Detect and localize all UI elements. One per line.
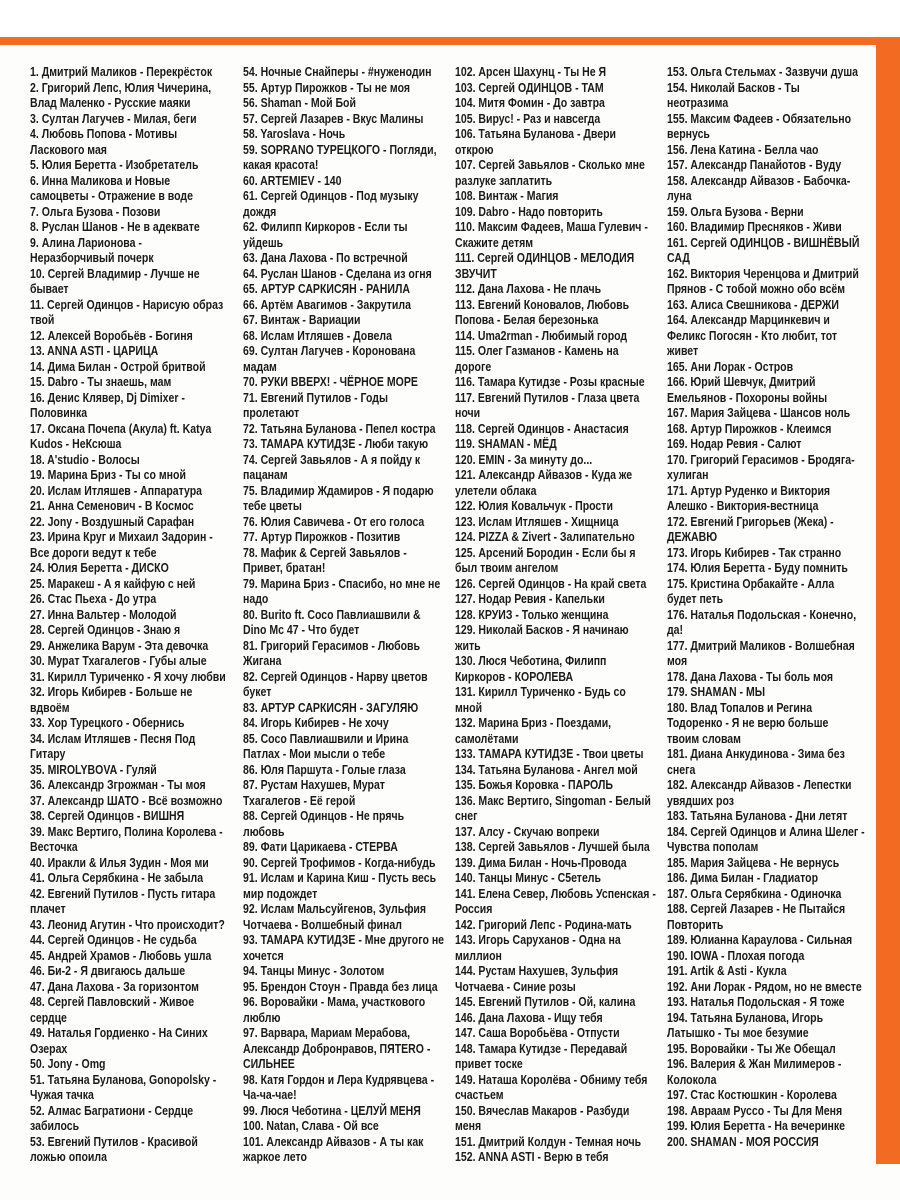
song-entry: 117. Евгений Путилов - Глаза цвета ночи: [455, 389, 640, 420]
song-entry: 108. Винтаж - Магия: [455, 188, 559, 203]
song-entry: 29. Анжелика Варум - Эта девочка: [30, 637, 209, 653]
song-entry: 115. Олег Газманов - Камень на дороге: [455, 343, 619, 374]
song-entry: 163. Алиса Свешникова - ДЕРЖИ: [667, 296, 839, 312]
song-entry: 39. Макс Вертиго, Полина Королева - Весточка: [30, 823, 223, 854]
song-entry: 121. Александр Айвазов - Куда же улетели облака: [455, 467, 633, 498]
song-entry: 41. Ольга Серябкина - Не забыла: [30, 870, 204, 885]
song-entry: 90. Сергей Трофимов - Когда-нибудь: [243, 854, 436, 870]
song-entry: 97. Варвара, Мариам Мерабова, Александр Добронравов, ПЯТЕRO - СИЛЬНЕЕ: [243, 1025, 431, 1071]
song-entry: 25. Маракеш - А я кайфую с ней: [30, 575, 196, 591]
song-entry: 110. Максим Фадеев, Маша Гулевич - Скажите детям: [455, 219, 648, 250]
song-entry: 179. SHAMAN - МЫ: [667, 684, 766, 699]
song-entry: 33. Хор Турецкого - Обернись: [30, 715, 185, 730]
song-entry: 100. Natan, Слава - Ой все: [243, 1118, 379, 1133]
song-entry: 172. Евгений Григорьев (Жека) - ДЕЖАВЮ: [667, 513, 834, 544]
song-entry: 147. Саша Воробьёва - Отпусти: [455, 1025, 620, 1040]
song-entry: 174. Юлия Беретта - Буду помнить: [667, 560, 848, 575]
song-entry: 170. Григорий Герасимов - Бродяга- хулиган: [667, 451, 855, 482]
song-entry: 23. Ирина Круг и Михаил Задорин - Все дороги ведут к тебе: [30, 529, 213, 560]
song-column-3: [455, 64, 667, 1165]
song-entry: 171. Артур Руденко и Виктория Алешко - Виктория-вестница: [667, 482, 831, 513]
song-entry: 178. Дана Лахова - Ты боль моя: [667, 668, 834, 684]
song-entry: 34. Ислам Итляшев - Песня Под Гитару: [30, 730, 196, 761]
song-entry: 44. Сергей Одинцов - Не судьба: [30, 932, 197, 947]
song-entry: 12. Алексей Воробьёв - Богиня: [30, 327, 193, 343]
song-entry: 26. Стас Пьеха - До утра: [30, 591, 157, 606]
song-entry: 27. Инна Вальтер - Молодой: [30, 606, 177, 622]
song-entry: 36. Александр Згрожман - Ты моя: [30, 777, 206, 792]
song-entry: 156. Лена Катина - Белла чао: [667, 141, 819, 157]
song-entry: 159. Ольга Бузова - Верни: [667, 203, 804, 219]
song-entry: 189. Юлианна Караулова - Сильная: [667, 932, 853, 947]
song-entry: 16. Денис Клявер, Dj Dimixer - Половинка: [30, 389, 185, 420]
song-entry: 67. Винтаж - Вариации: [243, 312, 361, 327]
song-entry: 135. Божья Коровка - ПАРОЛЬ: [455, 777, 613, 792]
song-entry: 11. Сергей Одинцов - Нарисую образ твой: [30, 296, 224, 327]
song-entry: 62. Филипп Киркоров - Если ты уйдешь: [243, 219, 408, 250]
song-entry: 94. Танцы Минус - Золотом: [243, 963, 385, 978]
song-entry: 22. Jony - Воздушный Сарафан: [30, 513, 195, 529]
song-entry: 148. Тамара Кутидзе - Передавай привет тоске: [455, 1040, 628, 1071]
song-column-1: [30, 64, 242, 1165]
song-entry: 128. КРУИЗ - Только женщина: [455, 606, 609, 622]
song-entry: 164. Александр Марцинкевич и Феликс Погосян - Кто любит, тот живет: [667, 312, 838, 358]
song-entry: 158. Александр Айвазов - Бабочка- луна: [667, 172, 851, 203]
song-entry: 31. Кирилл Туриченко - Я хочу любви: [30, 668, 226, 684]
song-entry: 152. ANNA ASTI - Верю в тебя: [455, 1149, 609, 1164]
song-entry: 118. Сергей Одинцов - Анастасия: [455, 420, 629, 436]
song-entry: 182. Александр Айвазов - Лепестки увядших роз: [667, 777, 852, 808]
song-entry: 144. Рустам Нахушев, Зульфия Чотчаева - Синие розы: [455, 963, 619, 994]
song-entry: 57. Сергей Лазарев - Вкус Малины: [243, 110, 424, 126]
song-entry: 10. Сергей Владимир - Лучше не бывает: [30, 265, 200, 296]
song-entry: 99. Люся Чеботина - ЦЕЛУЙ МЕНЯ: [243, 1102, 421, 1118]
song-entry: 154. Николай Басков - Ты неотразима: [667, 79, 800, 110]
song-entry: 139. Дима Билан - Ночь-Провода: [455, 854, 627, 870]
song-entry: 42. Евгений Путилов - Пусть гитара плачет: [30, 885, 216, 916]
song-entry: 63. Дана Лахова - По встречной: [243, 250, 408, 265]
song-entry: 155. Максим Фадеев - Обязательно вернусь: [667, 110, 852, 141]
song-entry: 13. ANNA ASTI - ЦАРИЦА: [30, 343, 159, 358]
song-entry: 92. Ислам Мальсуйгенов, Зульфия Чотчаева - Волшебный финал: [243, 901, 427, 932]
song-entry: 165. Ани Лорак - Остров: [667, 358, 794, 374]
song-entry: 3. Султан Лагучев - Милая, беги: [30, 110, 197, 126]
song-entry: 124. PIZZA & Zivert - Залипательно: [455, 529, 635, 544]
song-entry: 185. Мария Зайцева - Не вернусь: [667, 854, 840, 870]
song-entry: 125. Арсений Бородин - Если бы я был твоим ангелом: [455, 544, 636, 575]
song-entry: 69. Султан Лагучев - Коронована мадам: [243, 343, 416, 374]
song-entry: 95. Брендон Стоун - Правда без лица: [243, 978, 438, 994]
song-entry: 58. Yaroslava - Ночь: [243, 126, 346, 141]
song-entry: 61. Сергей Одинцов - Под музыку дождя: [243, 188, 419, 219]
song-entry: 54. Ночные Снайперы - #нуженодин: [243, 64, 432, 79]
orange-frame-right: [876, 37, 900, 1164]
song-entry: 43. Леонид Агутин - Что происходит?: [30, 916, 225, 932]
song-entry: 32. Игорь Кибирев - Больше не вдвоём: [30, 684, 193, 715]
song-entry: 83. АРТУР САРКИСЯН - ЗАГУЛЯЮ: [243, 699, 419, 715]
song-entry: 101. Александр Айвазов - А ты как жаркое лето: [243, 1133, 424, 1164]
song-entry: 37. Александр ШАТО - Всё возможно: [30, 792, 223, 808]
song-entry: 113. Евгений Коновалов, Любовь Попова - Белая березонька: [455, 296, 630, 327]
song-entry: 168. Артур Пирожков - Клеимся: [667, 420, 832, 436]
song-entry: 98. Катя Гордон и Лера Кудрявцева - Ча-ча-чае!: [243, 1071, 435, 1102]
song-entry: 122. Юлия Ковальчук - Прости: [455, 498, 613, 513]
song-entry: 18. A'studio - Волосы: [30, 451, 140, 467]
song-entry: 7. Ольга Бузова - Позови: [30, 203, 161, 219]
song-entry: 96. Воровайки - Мама, участкового люблю: [243, 994, 426, 1025]
song-entry: 191. Artik & Asti - Кукла: [667, 963, 787, 978]
song-entry: 167. Мария Зайцева - Шансов ноль: [667, 405, 851, 420]
song-entry: 38. Сергей Одинцов - ВИШНЯ: [30, 808, 185, 823]
song-entry: 47. Дана Лахова - За горизонтом: [30, 978, 199, 994]
song-entry: 162. Виктория Черенцова и Дмитрий Прянов - С тобой можно обо всём: [667, 265, 859, 296]
song-column-4: [667, 64, 879, 1149]
song-entry: 1. Дмитрий Маликов - Перекрёсток: [30, 64, 213, 79]
song-entry: 5. Юлия Беретта - Изобретатель: [30, 157, 199, 172]
song-entry: 197. Стас Костюшкин - Королева: [667, 1087, 837, 1102]
song-entry: 160. Владимир Пресняков - Живи: [667, 219, 842, 234]
song-entry: 143. Игорь Саруханов - Одна на миллион: [455, 932, 621, 963]
song-entry: 102. Арсен Шахунц - Ты Не Я: [455, 64, 607, 79]
song-entry: 151. Дмитрий Колдун - Темная ночь: [455, 1133, 642, 1149]
song-entry: 195. Воровайки - Ты Же Обещал: [667, 1040, 836, 1056]
song-entry: 199. Юлия Беретта - На вечеринке: [667, 1118, 846, 1133]
song-entry: 183. Татьяна Буланова - Дни летят: [667, 808, 848, 823]
song-entry: 28. Сергей Одинцов - Знаю я: [30, 622, 181, 637]
song-entry: 68. Ислам Итляшев - Довела: [243, 327, 392, 343]
song-entry: 112. Дана Лахова - Не плачь: [455, 281, 602, 296]
song-entry: 107. Сергей Завьялов - Сколько мне разлуке заплатить: [455, 157, 645, 188]
song-entry: 126. Сергей Одинцов - На край света: [455, 575, 647, 591]
song-entry: 77. Артур Пирожков - Позитив: [243, 529, 401, 544]
song-entry: 4. Любовь Попова - Мотивы Ласкового мая: [30, 126, 178, 157]
song-entry: 184. Сергей Одинцов и Алина Шелег - Чувства пополам: [667, 823, 865, 854]
song-entry: 76. Юлия Савичева - От его голоса: [243, 513, 425, 529]
song-entry: 66. Артём Авагимов - Закрутила: [243, 296, 411, 312]
song-entry: 45. Андрей Храмов - Любовь ушла: [30, 947, 212, 963]
song-entry: 52. Алмас Багратиони - Сердце забилось: [30, 1102, 194, 1133]
song-entry: 196. Валерия & Жан Милимеров - Колокола: [667, 1056, 842, 1087]
song-entry: 103. Сергей ОДИНЦОВ - ТАМ: [455, 79, 604, 95]
song-entry: 193. Наталья Подольская - Я тоже: [667, 994, 845, 1009]
song-entry: 89. Фати Царикаева - СТЕРВА: [243, 839, 398, 854]
song-entry: 75. Владимир Ждамиров - Я подарю тебе цветы: [243, 482, 434, 513]
song-entry: 157. Александр Панайотов - Вуду: [667, 157, 842, 172]
song-column-2: [243, 64, 455, 1165]
song-entry: 20. Ислам Итляшев - Аппаратура: [30, 482, 203, 498]
song-entry: 24. Юлия Беретта - ДИСКО: [30, 560, 169, 575]
song-entry: 169. Нодар Ревия - Салют: [667, 436, 802, 451]
song-entry: 180. Влад Топалов и Регина Тодоренко - Я не верю больше твоим словам: [667, 699, 829, 746]
song-entry: 149. Наташа Королёва - Обниму тебя счастьем: [455, 1071, 648, 1102]
song-entry: 79. Марина Бриз - Спасибо, но мне не надо: [243, 575, 441, 606]
song-entry: 87. Рустам Нахушев, Мурат Тхагалегов - Её герой: [243, 777, 385, 808]
song-entry: 188. Сергей Лазарев - Не Пытайся Повторить: [667, 901, 846, 932]
song-entry: 14. Дима Билан - Острой бритвой: [30, 358, 206, 374]
song-entry: 72. Татьяна Буланова - Пепел костра: [243, 420, 436, 436]
song-entry: 74. Сергей Завьялов - А я пойду к пацанам: [243, 451, 421, 482]
song-entry: 181. Диана Анкудинова - Зима без снега: [667, 746, 845, 777]
song-entry: 2. Григорий Лепс, Юлия Чичерина, Влад Маленко - Русские маяки: [30, 79, 212, 110]
song-entry: 198. Авраам Руссо - Ты Для Меня: [667, 1102, 843, 1118]
song-entry: 146. Дана Лахова - Ищу тебя: [455, 1009, 603, 1025]
song-entry: 60. ARTEMIEV - 140: [243, 172, 342, 188]
song-entry: 145. Евгений Путилов - Ой, калина: [455, 994, 636, 1009]
song-entry: 73. ТАМАРА КУТИДЗЕ - Люби такую: [243, 436, 429, 451]
song-entry: 109. Dabro - Надо повторить: [455, 203, 603, 219]
song-entry: 119. SHAMAN - МЁД: [455, 436, 557, 451]
orange-frame-top: [0, 37, 900, 45]
song-entry: 114. Uma2rman - Любимый город: [455, 327, 628, 343]
song-entry: 86. Юля Паршута - Голые глаза: [243, 761, 406, 777]
song-entry: 130. Люся Чеботина, Филипп Киркоров - КОРОЛЕВА: [455, 653, 607, 684]
song-entry: 132. Марина Бриз - Поездами, самолётами: [455, 715, 612, 746]
song-entry: 56. Shaman - Мой Бой: [243, 95, 356, 110]
song-entry: 127. Нодар Ревия - Капельки: [455, 591, 605, 606]
song-entry: 176. Наталья Подольская - Конечно, да!: [667, 606, 857, 637]
song-entry: 84. Игорь Кибирев - Не хочу: [243, 715, 389, 730]
song-entry: 82. Сергей Одинцов - Нарву цветов букет: [243, 668, 428, 699]
song-entry: 85. Сосо Павлиашвили и Ирина Патлах - Мои мысли о тебе: [243, 730, 409, 761]
song-entry: 65. АРТУР САРКИСЯН - РАНИЛА: [243, 281, 410, 296]
song-entry: 49. Наталья Гордиенко - На Синих Озерах: [30, 1025, 208, 1056]
song-entry: 141. Елена Север, Любовь Успенская - Россия: [455, 885, 656, 916]
song-entry: 71. Евгений Путилов - Годы пролетают: [243, 389, 388, 420]
song-entry: 6. Инна Маликова и Новые самоцветы - Отражение в воде: [30, 172, 193, 203]
song-entry: 137. Алсу - Скучаю вопреки: [455, 823, 600, 839]
song-entry: 166. Юрий Шевчук, Дмитрий Емельянов - Похороны войны: [667, 374, 828, 405]
song-entry: 111. Сергей ОДИНЦОВ - МЕЛОДИЯ ЗВУЧИТ: [455, 250, 635, 281]
top-margin: [0, 0, 900, 37]
song-entry: 142. Григорий Лепс - Родина-мать: [455, 916, 632, 932]
song-entry: 133. ТАМАРА КУТИДЗЕ - Твои цветы: [455, 746, 644, 761]
song-entry: 81. Григорий Герасимов - Любовь Жигана: [243, 637, 420, 668]
song-entry: 175. Кристина Орбакайте - Алла будет петь: [667, 575, 835, 606]
song-entry: 173. Игорь Кибирев - Так странно: [667, 544, 842, 560]
song-entry: 50. Jony - Omg: [30, 1056, 106, 1071]
song-entry: 19. Марина Бриз - Ты со мной: [30, 467, 186, 482]
song-entry: 104. Митя Фомин - До завтра: [455, 95, 605, 110]
song-entry: 21. Анна Семенович - В Космос: [30, 498, 194, 513]
song-entry: 59. SOPRANO ТУРЕЦКОГО - Погляди, какая красота!: [243, 141, 437, 172]
song-entry: 150. Вячеслав Макаров - Разбуди меня: [455, 1102, 630, 1133]
song-entry: 40. Иракли & Илья Зудин - Моя ми: [30, 854, 209, 870]
song-entry: 48. Сергей Павловский - Живое сердце: [30, 994, 195, 1025]
song-entry: 78. Мафик & Сергей Завьялов - Привет, братан!: [243, 544, 407, 575]
song-entry: 51. Татьяна Буланова, Gonopolsky - Чужая тачка: [30, 1071, 217, 1102]
song-entry: 46. Би-2 - Я двигаюсь дальше: [30, 963, 186, 978]
song-entry: 91. Ислам и Карина Киш - Пусть весь мир подождет: [243, 870, 437, 901]
song-entry: 64. Руслан Шанов - Сделана из огня: [243, 265, 432, 281]
song-entry: 120. EMIN - За минуту до...: [455, 451, 593, 467]
song-entry: 194. Татьяна Буланова, Игорь Латышко - Ты мое безумие: [667, 1009, 824, 1040]
song-entry: 177. Дмитрий Маликов - Волшебная моя: [667, 637, 855, 668]
song-entry: 153. Ольга Стельмах - Зазвучи душа: [667, 64, 859, 79]
song-entry: 70. РУКИ ВВЕРХ! - ЧЁРНОЕ МОРЕ: [243, 374, 418, 389]
song-entry: 80. Burito ft. Сосо Павлиашвили & Dino Mc 47 - Что будет: [243, 606, 421, 637]
song-entry: 186. Дима Билан - Гладиатор: [667, 870, 819, 885]
song-entry: 192. Ани Лорак - Рядом, но не вместе: [667, 978, 862, 994]
song-entry: 35. MIROLYBOVA - Гуляй: [30, 761, 157, 777]
song-entry: 190. IOWA - Плохая погода: [667, 947, 805, 963]
song-entry: 55. Артур Пирожков - Ты не моя: [243, 79, 411, 95]
song-entry: 105. Вирус! - Раз и навсегда: [455, 110, 601, 126]
song-entry: 138. Сергей Завьялов - Лучшей была: [455, 839, 650, 854]
song-entry: 88. Сергей Одинцов - Не прячь любовь: [243, 808, 405, 839]
song-entry: 17. Оксана Почепа (Акула) ft. Katya Kudos - НеКсюша: [30, 420, 212, 451]
song-entry: 131. Кирилл Туриченко - Будь со мной: [455, 684, 626, 715]
song-entry: 134. Татьяна Буланова - Ангел мой: [455, 761, 638, 777]
song-entry: 129. Николай Басков - Я начинаю жить: [455, 622, 629, 653]
song-entry: 200. SHAMAN - МОЯ РОССИЯ: [667, 1133, 819, 1149]
song-entry: 93. ТАМАРА КУТИДЗЕ - Мне другого не хочется: [243, 932, 445, 963]
song-entry: 187. Ольга Серябкина - Одиночка: [667, 885, 842, 901]
song-entry: 116. Тамара Кутидзе - Розы красные: [455, 374, 645, 389]
song-entry: 15. Dabro - Ты знаешь, мам: [30, 374, 172, 389]
song-entry: 53. Евгений Путилов - Красивой ложью опоила: [30, 1133, 198, 1164]
song-entry: 140. Танцы Минус - С5етель: [455, 870, 601, 885]
song-entry: 30. Мурат Тхагалегов - Губы алые: [30, 653, 207, 668]
song-entry: 123. Ислам Итляшев - Хищница: [455, 513, 619, 529]
song-entry: 9. Алина Ларионова - Неразборчивый почерк: [30, 234, 154, 265]
song-entry: 136. Макс Вертиго, Singoman - Белый снег: [455, 792, 651, 823]
song-entry: 106. Татьяна Буланова - Двери открою: [455, 126, 617, 157]
song-entry: 8. Руслан Шанов - Не в адеквате: [30, 219, 200, 234]
song-entry: 161. Сергей ОДИНЦОВ - ВИШНЁВЫЙ САД: [667, 234, 860, 265]
